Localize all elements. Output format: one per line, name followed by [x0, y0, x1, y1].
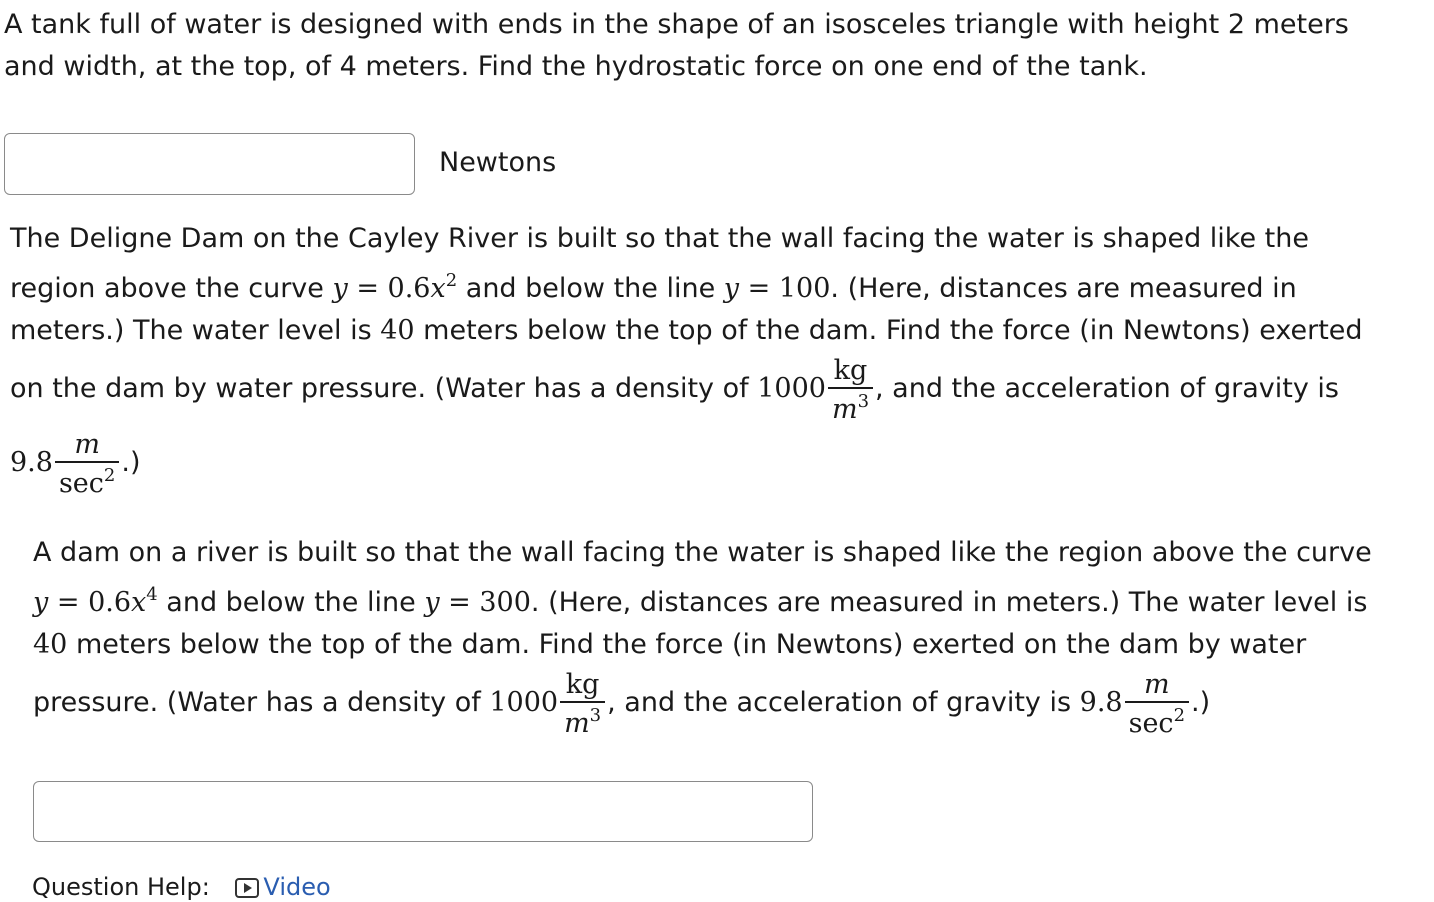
problem-1-answer-input[interactable]	[4, 133, 415, 195]
density-unit-fraction: $\frac{kg}{m^3}$	[828, 357, 873, 423]
problem-3-line-1: A dam on a river is built so that the wall facing the water is shaped like the region above the curve	[33, 537, 1372, 568]
density-unit-fraction: $\frac{kg}{m^3}$	[560, 671, 605, 737]
question-help	[32, 872, 331, 902]
problem-2-line-2: region above the curve $y = 0.6x^2$ and below the line y = 100. (Here, distances are measured in	[10, 270, 1297, 304]
problem-2-line-4: on the dam by water pressure. (Water has a density of 1000 $\frac{kg}{m^3}$ , and the acceleration of gravity is	[10, 354, 1339, 425]
problem-3-answer-input[interactable]	[33, 781, 813, 842]
question-help-label: Question Help:	[32, 873, 210, 901]
gravity-unit-fraction: $\frac{m}{\sec^2}$	[55, 431, 119, 497]
problem-3-text	[33, 532, 1372, 740]
video-play-icon	[235, 878, 259, 898]
problem-3-line-4: pressure. (Water has a density of 1000 $\frac{kg}{m^3}$ , and the acceleration of gravity is 9.8 $\frac{m}{\sec^2}$ .)	[33, 668, 1211, 739]
problem-2-line-1: The Deligne Dam on the Cayley River is built so that the wall facing the water is shaped like the	[10, 223, 1309, 254]
problem-1-text	[4, 4, 1349, 88]
problem-1-unit-label: Newtons	[439, 147, 557, 178]
video-help-link[interactable]	[235, 873, 330, 901]
problem-2-line-3: meters.) The water level is 40 meters below the top of the dam. Find the force (in Newtons) exerted	[10, 315, 1363, 346]
problem-1-line-2: and width, at the top, of 4 meters. Find the hydrostatic force on one end of the tank.	[4, 51, 1148, 82]
gravity-unit-fraction: $\frac{m}{\sec^2}$	[1125, 671, 1189, 737]
problem-2-text	[10, 218, 1363, 500]
problem-1-line-1: A tank full of water is designed with ends in the shape of an isosceles triangle with height 2 meters	[4, 9, 1349, 40]
problem-3-line-3: 40 meters below the top of the dam. Find the force (in Newtons) exerted on the dam by water	[33, 629, 1307, 660]
problem-3-line-2: $y = 0.6x^4$ and below the line y = 300. (Here, distances are measured in meters.) The water level is	[33, 584, 1368, 618]
video-link-label: Video	[263, 873, 331, 901]
problem-2-line-5: 9.8 $\frac{m}{\sec^2}$ .)	[10, 428, 141, 499]
